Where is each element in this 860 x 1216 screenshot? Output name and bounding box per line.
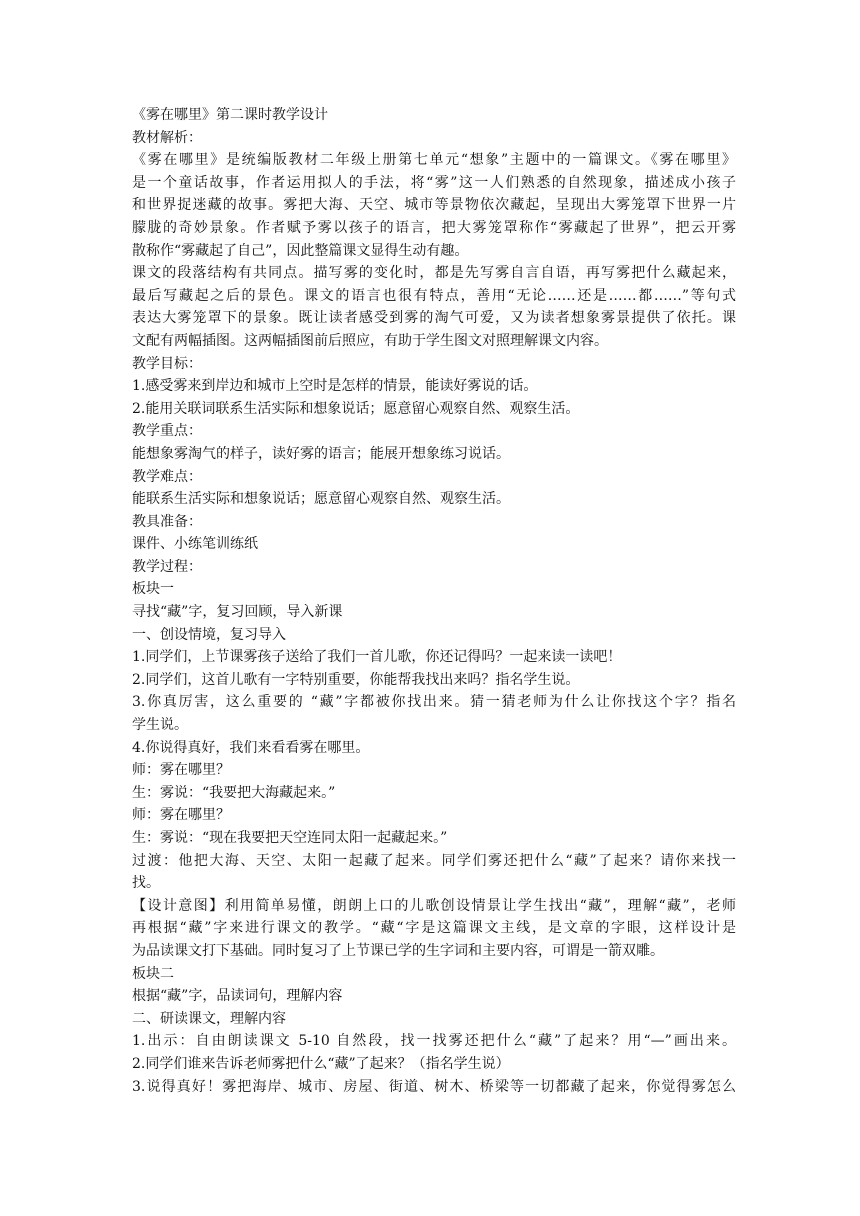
text-line: 2.同学们，这首儿歌有一字特别重要，你能帮我找出来吗？指名学生说。 bbox=[132, 671, 580, 688]
text-line: 根据“藏”字，品读词句，理解内容 bbox=[132, 988, 343, 1005]
text-line: 能联系生活实际和想象说话；愿意留心观察自然、观察生活。 bbox=[132, 491, 510, 508]
text-line: 教学过程： bbox=[132, 558, 202, 575]
text-line: 文配有两幅插图。这两幅插图前后照应，有助于学生图文对照理解课文内容。 bbox=[132, 332, 608, 349]
text-line: 《雾在哪里》第二课时教学设计 bbox=[132, 107, 328, 123]
text-line: 和世界捉迷藏的故事。雾把大海、天空、城市等景物依次藏起，呈现出大雾笼罩下世界一片 bbox=[132, 197, 736, 214]
text-line: 教学目标： bbox=[132, 355, 202, 372]
text-line: 2.同学们谁来告诉老师雾把什么“藏”了起来？（指名学生说） bbox=[132, 1055, 510, 1072]
text-line: 生：雾说：“我要把大海藏起来。” bbox=[132, 784, 336, 801]
text-line: 生：雾说：“现在我要把天空连同太阳一起藏起来。” bbox=[132, 830, 448, 846]
text-line: 教学难点： bbox=[132, 468, 202, 485]
text-line: 散称作“雾藏起了自己”，因此整篇课文显得生动有趣。 bbox=[132, 242, 469, 259]
text-line: 教材解析： bbox=[132, 129, 202, 146]
text-line: 师：雾在哪里？ bbox=[132, 807, 230, 824]
text-line: 为品读课文打下基础。同时复习了上节课已学的生字词和主要内容，可谓是一箭双雕。 bbox=[132, 942, 664, 959]
text-line: 课文的段落结构有共同点。描写雾的变化时，都是先写雾自言自语，再写雾把什么藏起来， bbox=[132, 265, 736, 282]
text-line: 【设计意图】利用简单易懂，朗朗上口的儿歌创设情景让学生找出“藏”，理解“藏”，老师 bbox=[132, 897, 736, 914]
text-line: 一、创设情境，复习导入 bbox=[132, 626, 286, 643]
text-line: 《雾在哪里》是统编版教材二年级上册第七单元“想象”主题中的一篇课文。《雾在哪里》 bbox=[132, 152, 736, 169]
text-line: 寻找“藏”字，复习回顾，导入新课 bbox=[132, 604, 343, 621]
text-line: 朦胧的奇妙景象。作者赋予雾以孩子的语言，把大雾笼罩称作“雾藏起了世界”，把云开雾 bbox=[132, 219, 736, 236]
text-line: 教学重点： bbox=[132, 423, 202, 440]
text-line: 教具准备： bbox=[132, 513, 202, 530]
text-line: 过渡：他把大海、天空、太阳一起藏了起来。同学们雾还把什么“藏”了起来？请你来找一 bbox=[132, 852, 736, 869]
text-line: 是一个童话故事，作者运用拟人的手法，将“雾”这一人们熟悉的自然现象，描述成小孩子 bbox=[132, 174, 736, 191]
text-line: 1.感受雾来到岸边和城市上空时是怎样的情景，能读好雾说的话。 bbox=[132, 378, 538, 395]
text-line: 板块二 bbox=[132, 965, 174, 982]
text-line: 师：雾在哪里？ bbox=[132, 762, 230, 779]
text-line: 课件、小练笔训练纸 bbox=[132, 536, 258, 553]
text-line: 2.能用关联词联系生活实际和想象说话；愿意留心观察自然、观察生活。 bbox=[132, 400, 580, 417]
text-line: 板块一 bbox=[132, 581, 174, 598]
text-line: 二、研读课文，理解内容 bbox=[132, 1010, 286, 1027]
text-line: 1.同学们，上节课雾孩子送给了我们一首儿歌，你还记得吗？一起来读一读吧！ bbox=[132, 649, 622, 666]
document-page bbox=[132, 104, 736, 1098]
text-line: 找。 bbox=[132, 875, 160, 892]
text-line: 3.你真厉害，这么重要的 “藏”字都被你找出来。猜一猜老师为什么让你找这个字？指名 bbox=[132, 694, 736, 711]
text-line: 能想象雾淘气的样子，读好雾的语言；能展开想象练习说话。 bbox=[132, 445, 510, 462]
text-line: 3.说得真好！雾把海岸、城市、房屋、街道、树木、桥梁等一切都藏了起来，你觉得雾怎么 bbox=[132, 1078, 736, 1095]
text-line: 再根据“藏”字来进行课文的教学。“藏“字是这篇课文主线，是文章的字眼，这样设计是 bbox=[132, 920, 736, 937]
text-line: 表达大雾笼罩下的景象。既让读者感受到雾的淘气可爱，又为读者想象雾景提供了依托。课 bbox=[132, 310, 736, 327]
text-line: 学生说。 bbox=[132, 717, 188, 734]
text-line: 最后写藏起之后的景色。课文的语言也很有特点，善用“无论……还是……都……”等句式 bbox=[132, 287, 737, 304]
text-line: 1.出示：自由朗读课文 5-10 自然段，找一找雾还把什么“藏”了起来？用“—”画出来。 bbox=[132, 1033, 736, 1050]
text-line: 4.你说得真好，我们来看看雾在哪里。 bbox=[132, 739, 370, 756]
